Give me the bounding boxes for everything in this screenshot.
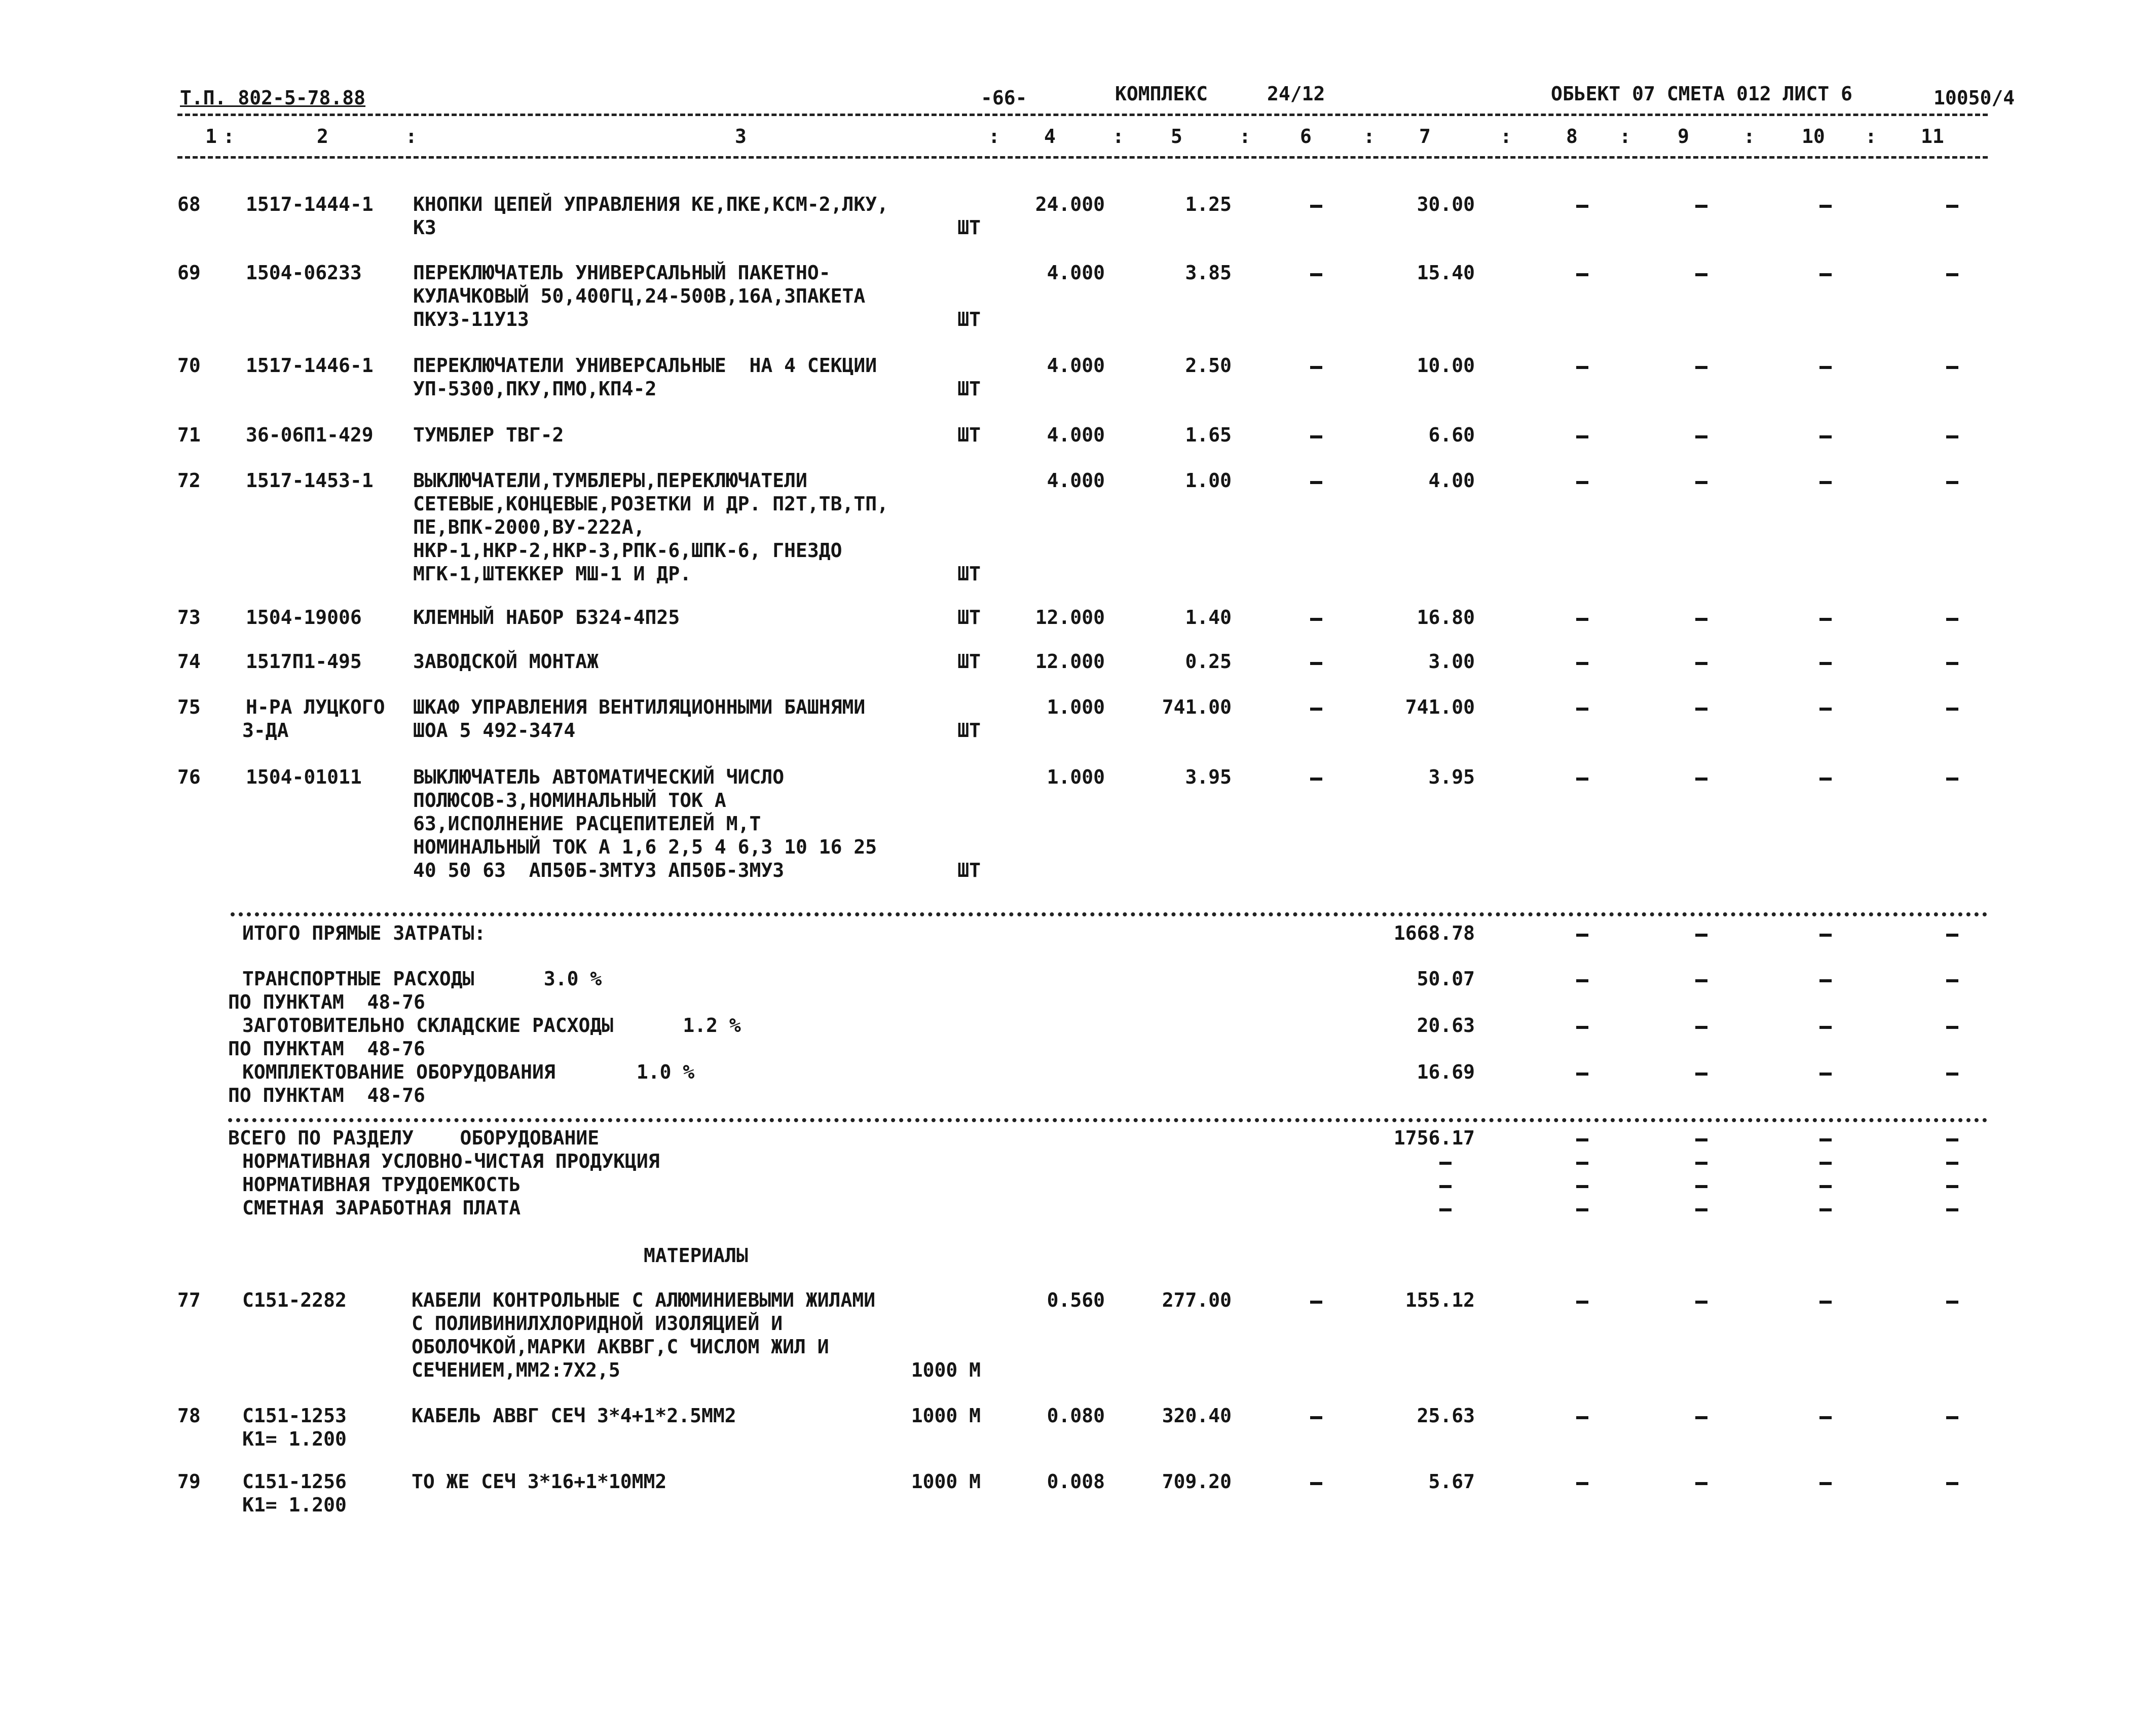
object-info: ОБЬЕКТ 07 СМЕТА 012 ЛИСТ 6: [1551, 83, 1852, 105]
direct-costs-value: 1668.78: [1393, 922, 1475, 944]
row-col11-dash: [1946, 618, 1958, 621]
row-unit: ШТ: [957, 424, 981, 446]
material-row-code: С151-1256: [242, 1470, 347, 1493]
column-number: 5: [1171, 125, 1182, 147]
summary-dash: [1819, 934, 1832, 937]
row-col9-dash: [1695, 618, 1707, 621]
procurement-label: ЗАГОТОВИТЕЛЬНО СКЛАДСКИЕ РАСХОДЫ 1.2 %: [242, 1014, 741, 1037]
row-col11-dash: [1946, 481, 1958, 484]
row-unit: ШТ: [957, 859, 981, 881]
row-code-extra: 3-ДА: [242, 719, 289, 742]
column-number: 3: [735, 125, 747, 147]
material-row-price: 277.00: [1162, 1289, 1232, 1311]
row-col11-dash: [1946, 662, 1958, 665]
complex-value: 24/12: [1267, 83, 1325, 105]
row-description-line: НКР-1,НКР-2,НКР-3,РПК-6,ШПК-6, ГНЕЗДО: [413, 539, 842, 562]
material-row-description-line: ОБОЛОЧКОЙ,МАРКИ АКВВГ,С ЧИСЛОМ ЖИЛ И: [412, 1336, 829, 1358]
complex-label: КОМПЛЕКС: [1115, 83, 1208, 105]
row-unit: ШТ: [957, 216, 981, 239]
material-row-total: 25.63: [1417, 1405, 1475, 1427]
procurement-value: 20.63: [1417, 1014, 1475, 1037]
summary-dash: [1439, 1185, 1452, 1188]
row-price: 0.25: [1185, 650, 1232, 673]
column-number: 11: [1921, 125, 1944, 147]
row-code: 1517-1444-1: [246, 193, 374, 215]
material-row-col10-dash: [1819, 1482, 1832, 1485]
material-row-col11-dash: [1946, 1482, 1958, 1485]
row-col10-dash: [1819, 435, 1832, 438]
row-total: 16.80: [1417, 606, 1475, 629]
row-unit: ШТ: [957, 606, 981, 629]
row-description-line: ШОА 5 492-3474: [413, 719, 576, 742]
direct-costs-label: ИТОГО ПРЯМЫЕ ЗАТРАТЫ:: [242, 922, 486, 944]
row-col11-dash: [1946, 435, 1958, 438]
column-number: 8: [1566, 125, 1578, 147]
row-price: 741.00: [1162, 696, 1232, 718]
section-total-value: 1756.17: [1393, 1127, 1475, 1149]
material-row-unit: 1000 М: [911, 1470, 981, 1493]
row-unit: ШТ: [957, 378, 981, 400]
row-number: 69: [177, 262, 201, 284]
section-total-label: ВСЕГО ПО РАЗДЕЛУ ОБОРУДОВАНИЕ: [228, 1127, 600, 1149]
column-separator: :: [1112, 125, 1124, 147]
row-col11-dash: [1946, 273, 1958, 276]
material-row-col11-dash: [1946, 1301, 1958, 1304]
material-row-col9-dash: [1695, 1482, 1707, 1485]
column-separator: :: [988, 125, 1000, 147]
row-col8-dash: [1576, 435, 1588, 438]
row-number: 70: [177, 354, 201, 377]
row-price: 1.25: [1185, 193, 1232, 215]
row-col10-dash: [1819, 366, 1832, 369]
header-rule-top: [177, 114, 1988, 116]
summary-dash: [1946, 1026, 1958, 1029]
material-row-quantity: 0.080: [1047, 1405, 1105, 1427]
summary-dash: [1695, 934, 1707, 937]
row-code: Н-РА ЛУЦКОГО: [246, 696, 385, 718]
row-col11-dash: [1946, 708, 1958, 711]
row-description-line: ПКУЗ-11У13: [413, 308, 529, 330]
row-description-line: НОМИНАЛЬНЫЙ ТОК А 1,6 2,5 4 6,3 10 16 25: [413, 836, 877, 858]
normative-labor-label: НОРМАТИВНАЯ ТРУДОЕМКОСТЬ: [242, 1173, 521, 1196]
row-col10-dash: [1819, 618, 1832, 621]
material-row-code-extra: К1= 1.200: [242, 1428, 347, 1450]
material-row-unit: 1000 М: [911, 1359, 981, 1381]
row-quantity: 4.000: [1047, 262, 1105, 284]
materials-title: МАТЕРИАЛЫ: [644, 1244, 748, 1267]
material-row-col10-dash: [1819, 1416, 1832, 1419]
row-quantity: 4.000: [1047, 354, 1105, 377]
doc-code: Т.П. 802-5-78.88: [180, 87, 366, 109]
row-description-line: КЗ: [413, 216, 436, 239]
row-code: 1504-01011: [246, 766, 362, 788]
column-number: 10: [1802, 125, 1825, 147]
row-price: 3.85: [1185, 262, 1232, 284]
row-description-line: ТУМБЛЕР ТВГ-2: [413, 424, 564, 446]
column-number: 4: [1044, 125, 1056, 147]
summary-dash: [1946, 1073, 1958, 1076]
summary-dash: [1576, 934, 1588, 937]
row-description-line: ПОЛЮСОВ-3,НОМИНАЛЬНЫЙ ТОК А: [413, 789, 726, 811]
procurement-items: ПО ПУНКТАМ 48-76: [228, 1038, 425, 1060]
material-row-description-line: СЕЧЕНИЕМ,ММ2:7Х2,5: [412, 1359, 620, 1381]
row-quantity: 4.000: [1047, 469, 1105, 492]
summary-dash: [1576, 1026, 1588, 1029]
wage-label: СМЕТНАЯ ЗАРАБОТНАЯ ПЛАТА: [242, 1197, 521, 1219]
row-col9-dash: [1695, 481, 1707, 484]
row-price: 1.65: [1185, 424, 1232, 446]
row-number: 71: [177, 424, 201, 446]
summary-dash: [1946, 1208, 1958, 1211]
summary-dash: [1576, 1208, 1588, 1211]
row-description-line: МГК-1,ШТЕККЕР МШ-1 И ДР.: [413, 563, 692, 585]
material-row-number: 78: [177, 1405, 201, 1427]
material-row-code-extra: К1= 1.200: [242, 1494, 347, 1516]
row-col8-dash: [1576, 708, 1588, 711]
row-quantity: 4.000: [1047, 424, 1105, 446]
material-row-code: С151-2282: [242, 1289, 347, 1311]
row-total: 10.00: [1417, 354, 1475, 377]
normative-product-label: НОРМАТИВНАЯ УСЛОВНО-ЧИСТАЯ ПРОДУКЦИЯ: [242, 1150, 660, 1172]
row-quantity: 1.000: [1047, 766, 1105, 788]
row-col10-dash: [1819, 205, 1832, 208]
material-row-price: 709.20: [1162, 1470, 1232, 1493]
row-description-line: КЛЕМНЫЙ НАБОР Б324-4П25: [413, 606, 680, 629]
summary-dash: [1695, 979, 1707, 982]
row-description-line: 63,ИСПОЛНЕНИЕ РАСЦЕПИТЕЛЕЙ М,Т: [413, 812, 761, 835]
column-number: 2: [317, 125, 328, 147]
summary-dash: [1946, 934, 1958, 937]
row-col10-dash: [1819, 273, 1832, 276]
column-separator: :: [223, 125, 235, 147]
column-separator: :: [405, 125, 417, 147]
row-price: 1.00: [1185, 469, 1232, 492]
summary-dotted-rule-top: [231, 912, 1988, 916]
summary-dash: [1819, 1162, 1832, 1165]
summary-dash: [1576, 1073, 1588, 1076]
row-col8-dash: [1576, 366, 1588, 369]
material-row-description-line: ТО ЖЕ СЕЧ 3*16+1*10ММ2: [412, 1470, 667, 1493]
page-number: -66-: [981, 87, 1027, 109]
row-description-line: ВЫКЛЮЧАТЕЛИ,ТУМБЛЕРЫ,ПЕРЕКЛЮЧАТЕЛИ: [413, 469, 807, 492]
column-separator: :: [1865, 125, 1877, 147]
summary-dash: [1576, 1162, 1588, 1165]
summary-dash: [1819, 979, 1832, 982]
row-col10-dash: [1819, 662, 1832, 665]
row-col11-dash: [1946, 366, 1958, 369]
material-row-unit: 1000 М: [911, 1405, 981, 1427]
summary-dash: [1439, 1208, 1452, 1211]
material-row-col8-dash: [1576, 1482, 1588, 1485]
row-number: 72: [177, 469, 201, 492]
summary-dash: [1819, 1208, 1832, 1211]
row-number: 76: [177, 766, 201, 788]
column-separator: :: [1500, 125, 1512, 147]
row-price: 1.40: [1185, 606, 1232, 629]
row-col9-dash: [1695, 366, 1707, 369]
material-row-number: 77: [177, 1289, 201, 1311]
transport-value: 50.07: [1417, 968, 1475, 990]
row-description-line: ПЕРЕКЛЮЧАТЕЛИ УНИВЕРСАЛЬНЫЕ НА 4 СЕКЦИИ: [413, 354, 877, 377]
summary-dash: [1695, 1073, 1707, 1076]
row-code: 36-06П1-429: [246, 424, 374, 446]
row-code: 1504-06233: [246, 262, 362, 284]
row-col9-dash: [1695, 205, 1707, 208]
summary-dash: [1819, 1185, 1832, 1188]
column-separator: :: [1239, 125, 1251, 147]
material-row-price: 320.40: [1162, 1405, 1232, 1427]
row-col9-dash: [1695, 273, 1707, 276]
material-row-description-line: КАБЕЛИ КОНТРОЛЬНЫЕ С АЛЮМИНИЕВЫМИ ЖИЛАМИ: [412, 1289, 876, 1311]
summary-dash: [1695, 1185, 1707, 1188]
material-row-description-line: КАБЕЛЬ АВВГ СЕЧ 3*4+1*2.5ММ2: [412, 1405, 736, 1427]
material-row-code: С151-1253: [242, 1405, 347, 1427]
row-description-line: СЕТЕВЫЕ,КОНЦЕВЫЕ,РОЗЕТКИ И ДР. П2Т,ТВ,ТП,: [413, 493, 888, 515]
row-number: 73: [177, 606, 201, 629]
row-col9-dash: [1695, 778, 1707, 781]
summary-dash: [1695, 1162, 1707, 1165]
row-number: 74: [177, 650, 201, 673]
row-number: 68: [177, 193, 201, 215]
row-price: 2.50: [1185, 354, 1232, 377]
row-col8-dash: [1576, 481, 1588, 484]
row-unit: ШТ: [957, 563, 981, 585]
row-description-line: ШКАФ УПРАВЛЕНИЯ ВЕНТИЛЯЦИОННЫМИ БАШНЯМИ: [413, 696, 866, 718]
row-quantity: 24.000: [1035, 193, 1105, 215]
material-row-col8-dash: [1576, 1301, 1588, 1304]
row-total: 15.40: [1417, 262, 1475, 284]
row-col10-dash: [1819, 778, 1832, 781]
material-row-col8-dash: [1576, 1416, 1588, 1419]
summary-dash: [1576, 979, 1588, 982]
material-row-col9-dash: [1695, 1416, 1707, 1419]
row-description-line: УП-5300,ПКУ,ПМО,КП4-2: [413, 378, 657, 400]
transport-label: ТРАНСПОРТНЫЕ РАСХОДЫ 3.0 %: [242, 968, 602, 990]
equipment-items: ПО ПУНКТАМ 48-76: [228, 1084, 425, 1106]
summary-dash: [1576, 1138, 1588, 1141]
column-separator: :: [1619, 125, 1631, 147]
row-description-line: ПЕ,ВПК-2000,ВУ-222А,: [413, 516, 645, 538]
row-code: 1517-1446-1: [246, 354, 374, 377]
material-row-quantity: 0.560: [1047, 1289, 1105, 1311]
row-total: 6.60: [1428, 424, 1475, 446]
row-col9-dash: [1695, 708, 1707, 711]
row-col8-dash: [1576, 618, 1588, 621]
column-number: 1: [205, 125, 217, 147]
row-col8-dash: [1576, 778, 1588, 781]
row-quantity: 1.000: [1047, 696, 1105, 718]
summary-dash: [1695, 1138, 1707, 1141]
column-separator: :: [1743, 125, 1755, 147]
row-description-line: ЗАВОДСКОЙ МОНТАЖ: [413, 650, 599, 673]
column-separator: :: [1363, 125, 1375, 147]
row-description-line: ВЫКЛЮЧАТЕЛЬ АВТОМАТИЧЕСКИЙ ЧИСЛО: [413, 766, 785, 788]
column-number: 7: [1419, 125, 1431, 147]
row-description-line: КНОПКИ ЦЕПЕЙ УПРАВЛЕНИЯ КЕ,ПКЕ,КСМ-2,ЛКУ,: [413, 193, 888, 215]
row-col9-dash: [1695, 662, 1707, 665]
row-unit: ШТ: [957, 308, 981, 330]
material-row-col10-dash: [1819, 1301, 1832, 1304]
row-total: 30.00: [1417, 193, 1475, 215]
material-row-total: 155.12: [1405, 1289, 1475, 1311]
summary-dotted-rule-bottom: [228, 1118, 1988, 1122]
equipment-label: КОМПЛЕКТОВАНИЕ ОБОРУДОВАНИЯ 1.0 %: [242, 1061, 695, 1083]
transport-items: ПО ПУНКТАМ 48-76: [228, 991, 425, 1013]
sheet-ref: 10050/4: [1934, 87, 2015, 109]
row-total: 3.95: [1428, 766, 1475, 788]
summary-dash: [1695, 1026, 1707, 1029]
row-number: 75: [177, 696, 201, 718]
row-price: 3.95: [1185, 766, 1232, 788]
row-col11-dash: [1946, 778, 1958, 781]
equipment-value: 16.69: [1417, 1061, 1475, 1083]
row-code: 1504-19006: [246, 606, 362, 629]
summary-dash: [1946, 1162, 1958, 1165]
row-total: 3.00: [1428, 650, 1475, 673]
summary-dash: [1695, 1208, 1707, 1211]
row-quantity: 12.000: [1035, 606, 1105, 629]
row-unit: ШТ: [957, 719, 981, 742]
row-col9-dash: [1695, 435, 1707, 438]
summary-dash: [1576, 1185, 1588, 1188]
summary-dash: [1819, 1138, 1832, 1141]
row-quantity: 12.000: [1035, 650, 1105, 673]
row-code: 1517-1453-1: [246, 469, 374, 492]
column-number: 6: [1300, 125, 1312, 147]
material-row-description-line: С ПОЛИВИНИЛХЛОРИДНОЙ ИЗОЛЯЦИЕЙ И: [412, 1312, 783, 1335]
header-rule-bottom: [177, 156, 1988, 159]
row-col10-dash: [1819, 708, 1832, 711]
row-col10-dash: [1819, 481, 1832, 484]
summary-dash: [1946, 1185, 1958, 1188]
row-total: 741.00: [1405, 696, 1475, 718]
summary-dash: [1946, 979, 1958, 982]
column-number: 9: [1678, 125, 1689, 147]
summary-dash: [1819, 1026, 1832, 1029]
row-code: 1517П1-495: [246, 650, 362, 673]
row-unit: ШТ: [957, 650, 981, 673]
row-total: 4.00: [1428, 469, 1475, 492]
material-row-number: 79: [177, 1470, 201, 1493]
row-description-line: ПЕРЕКЛЮЧАТЕЛЬ УНИВЕРСАЛЬНЫЙ ПАКЕТНО-: [413, 262, 831, 284]
summary-dash: [1946, 1138, 1958, 1141]
material-row-total: 5.67: [1428, 1470, 1475, 1493]
row-col11-dash: [1946, 205, 1958, 208]
row-description-line: 40 50 63 АП50Б-3МТУ3 АП50Б-3МУ3: [413, 859, 785, 881]
row-col8-dash: [1576, 273, 1588, 276]
row-description-line: КУЛАЧКОВЫЙ 50,400ГЦ,24-500В,16А,3ПАКЕТА: [413, 285, 866, 307]
summary-dash: [1819, 1073, 1832, 1076]
material-row-col11-dash: [1946, 1416, 1958, 1419]
material-row-col9-dash: [1695, 1301, 1707, 1304]
summary-dash: [1439, 1162, 1452, 1165]
material-row-quantity: 0.008: [1047, 1470, 1105, 1493]
row-col8-dash: [1576, 205, 1588, 208]
row-col8-dash: [1576, 662, 1588, 665]
